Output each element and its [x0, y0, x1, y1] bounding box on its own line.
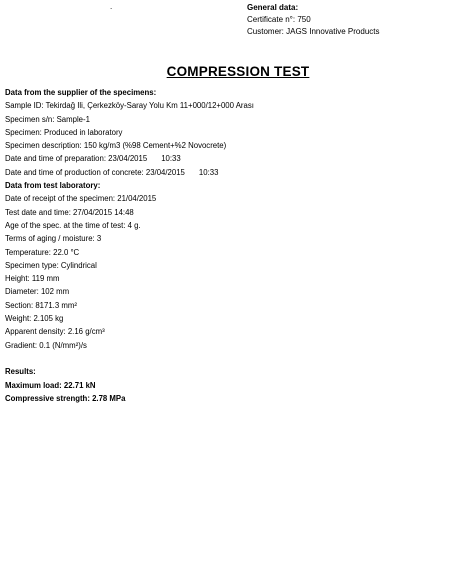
specimen-sn: Specimen s/n: Sample-1 [5, 114, 90, 124]
production-time: 10:33 [198, 167, 219, 177]
stray-mark: . [110, 2, 113, 11]
test-datetime: Test date and time: 27/04/2015 14:48 [5, 207, 134, 217]
production-datetime [5, 166, 465, 179]
specimen-origin: Specimen: Produced in laboratory [5, 127, 123, 137]
customer-name: Customer: JAGS Innovative Products [247, 27, 380, 36]
specimen-age: Age of the spec. at the time of test: 4 g. [5, 220, 141, 230]
load-gradient: Gradient: 0.1 (N/mm²)/s [5, 340, 87, 350]
specimen-section: Section: 8171.3 mm² [5, 300, 77, 310]
report-body [5, 86, 465, 405]
specimen-diameter: Diameter: 102 mm [5, 287, 70, 297]
lab-heading: Data from test laboratory: [5, 181, 101, 191]
general-data-block [247, 2, 380, 38]
general-data-heading: General data: [247, 3, 299, 12]
compressive-strength: Compressive strength: 2.78 MPa [5, 393, 126, 403]
temperature: Temperature: 22.0 °C [5, 247, 80, 257]
specimen-type: Specimen type: Cylindrical [5, 260, 97, 270]
maximum-load: Maximum load: 22.71 kN [5, 380, 96, 390]
apparent-density: Apparent density: 2.16 g/cm³ [5, 327, 105, 337]
production-date: Date and time of production of concrete: 23/04/2015 [5, 167, 185, 177]
sample-id: Sample ID: Tekirdağ Ili, Çerkezköy-Saray Yolu Km 11+000/12+000 Arası [5, 101, 254, 111]
preparation-date: Date and time of preparation: 23/04/2015 [5, 154, 148, 164]
results-heading: Results: [5, 367, 36, 377]
preparation-time: 10:33 [161, 154, 181, 164]
specimen-height: Height: 119 mm [5, 274, 60, 284]
supplier-heading: Data from the supplier of the specimens: [5, 88, 157, 97]
specimen-description: Specimen description: 150 kg/m3 (%98 Cement+%2 Novocrete) [5, 141, 227, 151]
receipt-date: Date of receipt of the specimen: 21/04/2015 [5, 194, 157, 204]
certificate-number: Certificate n°: 750 [247, 15, 311, 24]
aging-terms: Terms of aging / moisture: 3 [5, 234, 102, 244]
page-title: COMPRESSION TEST [166, 64, 310, 79]
preparation-datetime [5, 152, 465, 165]
specimen-weight: Weight: 2.105 kg [5, 314, 64, 324]
